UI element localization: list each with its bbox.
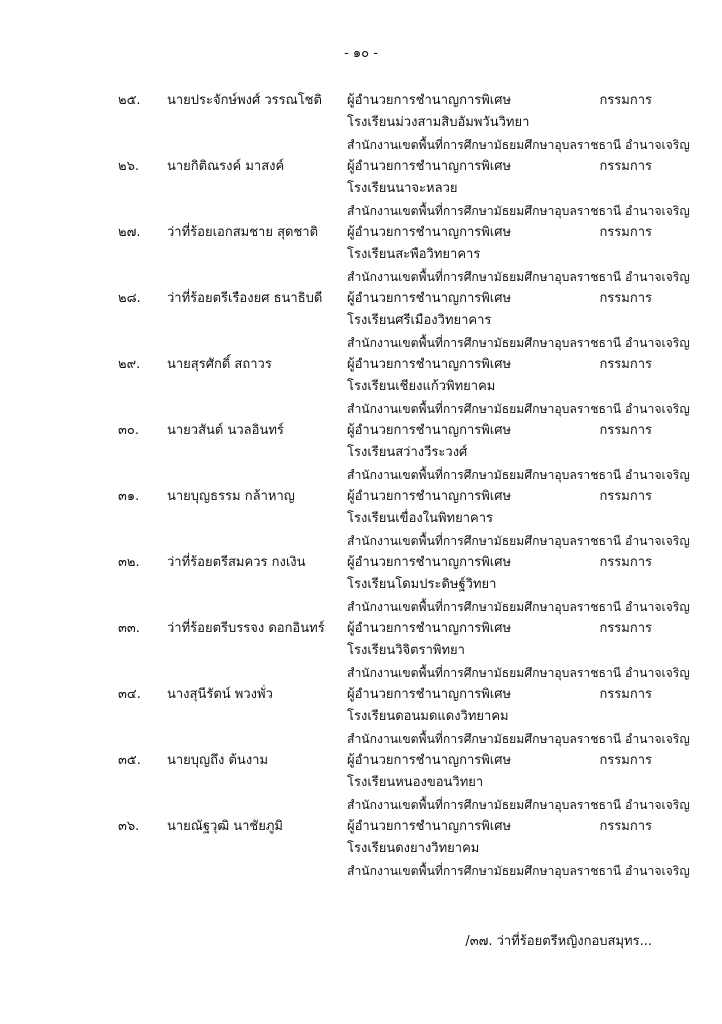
entry-number: ๒๗. [118,225,141,240]
member-office: สำนักงานเขตพื้นที่การศึกษามัธยมศึกษาอุบลราชธานี อำนาจเจริญ [347,270,690,284]
member-role: กรรมการ [599,225,652,240]
committee-entry [0,222,722,288]
member-school: โรงเรียนดอนมดแดงวิทยาคม [347,709,509,724]
member-role: กรรมการ [599,489,652,504]
member-school: โรงเรียนเขื่องในพิทยาคาร [347,511,493,526]
member-position: ผู้อำนวยการชำนาญการพิเศษ [347,423,512,438]
member-school: โรงเรียนดงยางวิทยาคม [347,841,480,856]
member-name: นายวสันต์ นวลอินทร์ [167,423,284,438]
entry-number: ๒๖. [118,159,139,174]
member-position: ผู้อำนวยการชำนาญการพิเศษ [347,93,512,108]
committee-entry [0,816,722,882]
entry-number: ๒๕. [118,93,141,108]
page-number: - ๑๐ - [344,46,378,61]
entry-number: ๓๓. [118,621,140,636]
member-position: ผู้อำนวยการชำนาญการพิเศษ [347,621,512,636]
member-name: ว่าที่ร้อยเอกสมชาย สุดชาติ [167,225,319,240]
committee-entry [0,420,722,486]
member-office: สำนักงานเขตพื้นที่การศึกษามัธยมศึกษาอุบลราชธานี อำนาจเจริญ [347,732,690,746]
committee-entry [0,288,722,354]
member-role: กรรมการ [599,555,652,570]
committee-entry [0,354,722,420]
entry-number: ๒๙. [118,357,141,372]
member-position: ผู้อำนวยการชำนาญการพิเศษ [347,225,512,240]
member-school: โรงเรียนสว่างวีระวงศ์ [347,445,468,460]
member-school: โรงเรียนม่วงสามสิบอัมพวันวิทยา [347,115,530,130]
member-role: กรรมการ [599,819,652,834]
entry-number: ๓๔. [118,687,141,702]
member-office: สำนักงานเขตพื้นที่การศึกษามัธยมศึกษาอุบลราชธานี อำนาจเจริญ [347,600,690,614]
member-office: สำนักงานเขตพื้นที่การศึกษามัธยมศึกษาอุบลราชธานี อำนาจเจริญ [347,336,690,350]
member-school: โรงเรียนนาจะหลวย [347,181,458,196]
member-role: กรรมการ [599,159,652,174]
committee-entry [0,750,722,816]
member-position: ผู้อำนวยการชำนาญการพิเศษ [347,291,512,306]
member-role: กรรมการ [599,687,652,702]
committee-entry [0,486,722,552]
member-role: กรรมการ [599,357,652,372]
member-school: โรงเรียนเชียงแก้วพิทยาคม [347,379,496,394]
committee-entry [0,90,722,156]
committee-entry [0,552,722,618]
member-school: โรงเรียนโดมประดิษฐ์วิทยา [347,577,497,592]
entry-number: ๓๕. [118,753,141,768]
member-name: นายกิติณรงค์ มาสงค์ [167,159,285,174]
member-office: สำนักงานเขตพื้นที่การศึกษามัธยมศึกษาอุบลราชธานี อำนาจเจริญ [347,666,690,680]
entry-number: ๓๖. [118,819,140,834]
member-school: โรงเรียนหนองขอนวิทยา [347,775,484,790]
entry-number: ๓๒. [118,555,140,570]
member-role: กรรมการ [599,621,652,636]
member-position: ผู้อำนวยการชำนาญการพิเศษ [347,687,512,702]
committee-entry [0,156,722,222]
continuation-note: /๓๗. ว่าที่ร้อยตรีหญิงกอบสมุทร... [465,934,652,949]
member-office: สำนักงานเขตพื้นที่การศึกษามัธยมศึกษาอุบลราชธานี อำนาจเจริญ [347,798,690,812]
member-name: นางสุนีรัตน์ พวงพั่ว [167,687,273,702]
member-role: กรรมการ [599,423,652,438]
member-position: ผู้อำนวยการชำนาญการพิเศษ [347,159,512,174]
entry-number: ๓๑. [118,489,140,504]
entry-number: ๒๘. [118,291,141,306]
member-position: ผู้อำนวยการชำนาญการพิเศษ [347,819,512,834]
member-name: นายประจักษ์พงศ์ วรรณโชติ [167,93,322,108]
member-role: กรรมการ [599,93,652,108]
entry-number: ๓๐. [118,423,139,438]
member-position: ผู้อำนวยการชำนาญการพิเศษ [347,555,512,570]
member-name: ว่าที่ร้อยตรีเรืองยศ ธนาธิบดี [167,291,323,306]
member-school: โรงเรียนสะพือวิทยาคาร [347,247,481,262]
member-role: กรรมการ [599,291,652,306]
member-name: นายบุญธรรม กล้าหาญ [167,489,295,504]
member-position: ผู้อำนวยการชำนาญการพิเศษ [347,753,512,768]
member-role: กรรมการ [599,753,652,768]
member-school: โรงเรียนศรีเมืองวิทยาคาร [347,313,492,328]
member-name: นายบุญถึง ต้นงาม [167,753,269,768]
committee-entry [0,684,722,750]
member-name: ว่าที่ร้อยตรีบรรจง ดอกอินทร์ [167,621,325,636]
member-name: นายณัฐวุฒิ นาชัยภูมิ [167,819,283,834]
committee-entry [0,618,722,684]
member-office: สำนักงานเขตพื้นที่การศึกษามัธยมศึกษาอุบลราชธานี อำนาจเจริญ [347,204,690,218]
member-office: สำนักงานเขตพื้นที่การศึกษามัธยมศึกษาอุบลราชธานี อำนาจเจริญ [347,468,690,482]
member-position: ผู้อำนวยการชำนาญการพิเศษ [347,489,512,504]
member-name: นายสุรศักดิ์ สถาวร [167,357,272,372]
member-school: โรงเรียนวิจิตราพิทยา [347,643,465,658]
member-office: สำนักงานเขตพื้นที่การศึกษามัธยมศึกษาอุบลราชธานี อำนาจเจริญ [347,864,690,878]
committee-list [0,90,722,882]
member-name: ว่าที่ร้อยตรีสมควร กงเงิน [167,555,306,570]
member-office: สำนักงานเขตพื้นที่การศึกษามัธยมศึกษาอุบลราชธานี อำนาจเจริญ [347,534,690,548]
member-office: สำนักงานเขตพื้นที่การศึกษามัธยมศึกษาอุบลราชธานี อำนาจเจริญ [347,402,690,416]
member-office: สำนักงานเขตพื้นที่การศึกษามัธยมศึกษาอุบลราชธานี อำนาจเจริญ [347,138,690,152]
member-position: ผู้อำนวยการชำนาญการพิเศษ [347,357,512,372]
